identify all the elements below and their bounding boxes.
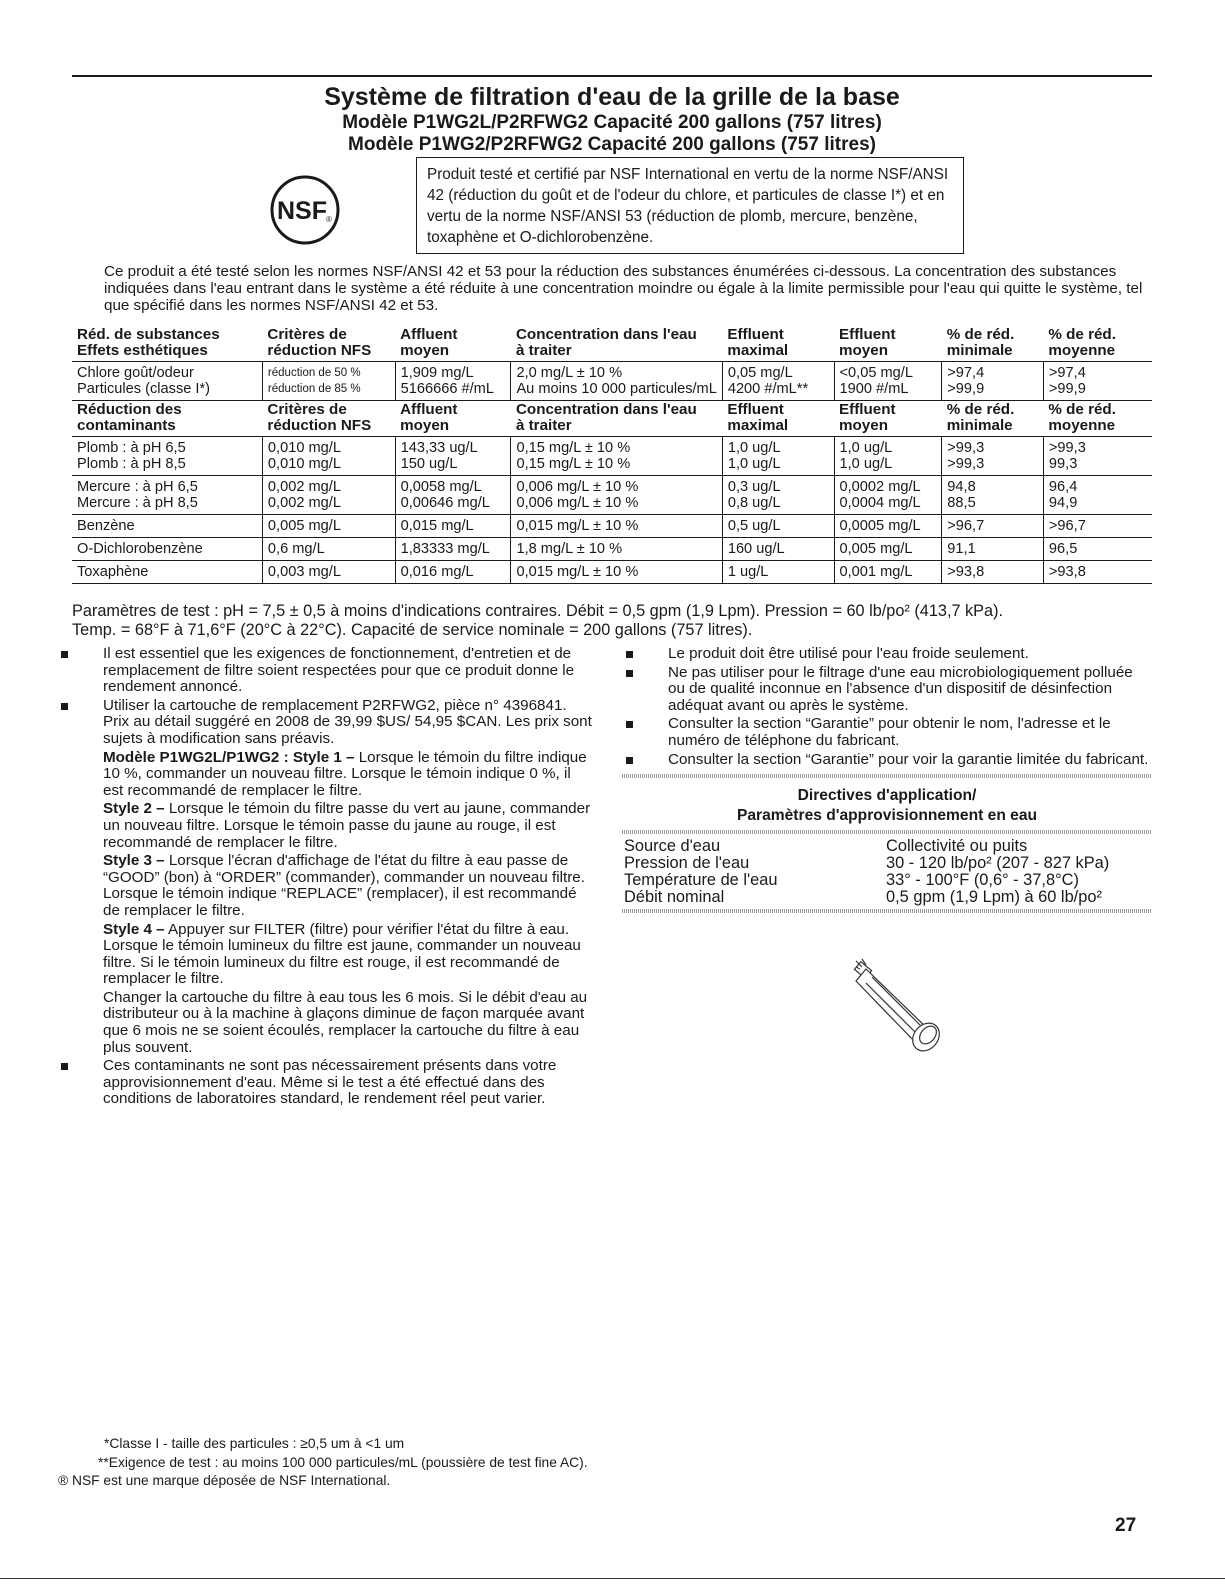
certification-box: Produit testé et certifié par NSF International en vertu de la norme NSF/ANSI 42 (réduction du goût et de l'odeur du chlore, et particules de classe I*) et en vertu de la norme NSF/ANSI 53 (réduction de plomb, mercure, benzène, toxaphène et O-dichlorobenzène. <box>416 157 964 254</box>
table-cell: 0,003 mg/L <box>262 561 395 584</box>
table-cell: >99,3 99,3 <box>1043 437 1152 476</box>
left-column <box>57 646 592 1110</box>
table-cell: 0,001 mg/L <box>834 561 942 584</box>
param-label: Débit nominal <box>624 888 725 907</box>
hatch-divider <box>622 830 1152 834</box>
table-cell: <0,05 mg/L 1900 #/mL <box>834 362 942 401</box>
filter-cartridge-icon <box>842 955 952 1055</box>
table-cell: 2,0 mg/L ± 10 % Au moins 10 000 particules/mL <box>511 362 722 401</box>
header-cell: % de réd. minimale <box>942 401 1044 437</box>
table-cell: 0,005 mg/L <box>262 515 395 538</box>
table-cell: >97,4 >99,9 <box>942 362 1044 401</box>
bullet-icon <box>61 1063 68 1070</box>
table-cell: 1,909 mg/L 5166666 #/mL <box>395 362 511 401</box>
footnote-1: *Classe I - taille des particules : ≥0,5 um à <1 um <box>104 1436 405 1451</box>
param-label: Température de l'eau <box>624 871 778 890</box>
style-3-text: Style 3 – Lorsque l'écran d'affichage de l'état du filtre à eau passe de “GOOD” (bon) à “ORDER” (commander), commander un nouveau filtre. Lorsque le témoin indique “REPLACE” (remplacer), il est recommandé de remplacer le filtre. <box>103 852 585 919</box>
param-value: 0,5 gpm (1,9 Lpm) à 60 lb/po² <box>886 888 1102 907</box>
test-parameters-line-1: Paramètres de test : pH = 7,5 ± 0,5 à moins d'indications contraires. Débit = 0,5 gpm (1,9 Lpm). Pression = 60 lb/po² (413,7 kPa). <box>72 602 1004 620</box>
table-cell: 0,0005 mg/L <box>834 515 942 538</box>
table-cell: 0,016 mg/L <box>395 561 511 584</box>
test-parameters <box>72 602 1152 640</box>
header-cell: Effluent moyen <box>834 326 942 362</box>
footnotes <box>58 1435 858 1491</box>
table-cell: Mercure : à pH 6,5 Mercure : à pH 8,5 <box>72 476 262 515</box>
bullet-icon <box>61 703 68 710</box>
hatch-divider <box>622 909 1152 913</box>
page-number: 27 <box>1115 1515 1137 1536</box>
param-label: Pression de l'eau <box>624 854 750 873</box>
nsf-logo-icon <box>269 174 341 246</box>
header-row-aesthetic <box>72 326 1152 362</box>
param-label: Source d'eau <box>624 837 721 856</box>
list-item: Ne pas utiliser pour le filtrage d'une eau microbiologiquement polluée ou de qualité inconnue en l'absence d'un dispositif de désinfection adéquat avant ou après le système. <box>622 665 1152 715</box>
header-cell: Réduction des contaminants <box>72 401 262 437</box>
hatch-divider <box>622 774 1152 778</box>
directives-title: Directives d'application/ Paramètres d'approvisionnement en eau <box>736 787 1038 825</box>
table-cell: O-Dichlorobenzène <box>72 538 262 561</box>
table-row <box>622 838 1152 855</box>
right-column <box>622 646 1152 913</box>
header-cell: Affluent moyen <box>395 401 511 437</box>
table-row <box>72 538 1152 561</box>
table-cell: 91,1 <box>942 538 1044 561</box>
table-cell: >96,7 <box>1043 515 1152 538</box>
table-cell: 0,015 mg/L <box>395 515 511 538</box>
table-cell: 1,83333 mg/L <box>395 538 511 561</box>
nsf-logo-text: NSF <box>277 197 327 225</box>
header-cell: % de réd. moyenne <box>1043 326 1152 362</box>
table-row <box>72 437 1152 476</box>
table-cell: 94,8 88,5 <box>942 476 1044 515</box>
model-line-1: Modèle P1WG2L/P2RFWG2 Capacité 200 gallons (757 litres) <box>342 112 882 133</box>
table-cell: 0,015 mg/L ± 10 % <box>511 561 722 584</box>
table-cell: 0,002 mg/L 0,002 mg/L <box>262 476 395 515</box>
table-cell: >99,3 >99,3 <box>942 437 1044 476</box>
header-cell: Affluent moyen <box>395 326 511 362</box>
style-1-text: Modèle P1WG2L/P1WG2 : Style 1 – Lorsque le témoin du filtre indique 10 %, commander un nouveau filtre. Lorsque le témoin indique 0 %, il est recommandé de remplacer le filtre. <box>103 748 587 799</box>
bullet-icon <box>626 651 633 658</box>
table-cell: Plomb : à pH 6,5 Plomb : à pH 8,5 <box>72 437 262 476</box>
top-rule <box>72 75 1152 77</box>
list-item: Ces contaminants ne sont pas nécessairement présents dans votre approvisionnement d'eau. Même si le test a été effectué dans des conditions de laboratoires standard, le rendement réel peut varier. <box>57 1058 592 1108</box>
header-cell: % de réd. moyenne <box>1043 401 1152 437</box>
table-cell: 0,006 mg/L ± 10 % 0,006 mg/L ± 10 % <box>511 476 722 515</box>
bullet-icon <box>626 721 633 728</box>
table-row <box>72 362 1152 401</box>
style-4-text: Style 4 – Appuyer sur FILTER (filtre) pour vérifier l'état du filtre à eau. Lorsque le témoin lumineux du filtre est jaune, commander un nouveau filtre. Si le témoin lumineux du filtre est rouge, il est recommandé de remplacer le filtre. <box>103 920 581 988</box>
table-cell: 0,6 mg/L <box>262 538 395 561</box>
table-cell: >96,7 <box>942 515 1044 538</box>
title-block <box>72 82 1152 156</box>
table-cell: >93,8 <box>942 561 1044 584</box>
header-cell: Concentration dans l'eau à traiter <box>511 326 722 362</box>
intro-paragraph: Ce produit a été testé selon les normes NSF/ANSI 42 et 53 pour la réduction des substances énumérées ci-dessous. La concentration des substances indiquées dans l'eau entrant dans le système a été réduite à une concentration moindre ou égale à la limite permissible pour l'eau qui quitte le système, tel que spécifié dans les normes NSF/ANSI 42 et 53. <box>104 263 1143 314</box>
header-cell: Effluent moyen <box>834 401 942 437</box>
footnote-2: **Exigence de test : au moins 100 000 particules/mL (poussière de test fine AC). <box>98 1454 588 1470</box>
table-cell: réduction de 50 % réduction de 85 % <box>262 362 395 401</box>
bottom-rule <box>0 1578 1225 1579</box>
table-row <box>622 872 1152 889</box>
header-cell: Réd. de substances Effets esthétiques <box>72 326 262 362</box>
table-row <box>622 855 1152 872</box>
table-cell: >93,8 <box>1043 561 1152 584</box>
param-value: 30 - 120 lb/po² (207 - 827 kPa) <box>886 854 1110 873</box>
table-cell: Benzène <box>72 515 262 538</box>
footnote-3: ® NSF est une marque déposée de NSF International. <box>58 1473 391 1488</box>
change-filter-text: Changer la cartouche du filtre à eau tous les 6 mois. Si le débit d'eau au distributeur ou à la machine à glaçons diminue de façon marquée avant que 6 mois ne se soient écoulés, remplacer la cartouche du filtre à eau plus souvent. <box>103 988 588 1056</box>
table-row <box>72 515 1152 538</box>
supply-parameters-table <box>622 838 1152 906</box>
table-row <box>72 476 1152 515</box>
test-parameters-line-2: Temp. = 68°F à 71,6°F (20°C à 22°C). Capacité de service nominale = 200 gallons (757 litres). <box>72 621 753 639</box>
table-cell: 0,05 mg/L 4200 #/mL** <box>722 362 834 401</box>
header-cell: Critères de réduction NFS <box>262 326 395 362</box>
bullet-icon <box>61 651 68 658</box>
table-cell: 96,4 94,9 <box>1043 476 1152 515</box>
table-cell: Chlore goût/odeur Particules (classe I*) <box>72 362 262 401</box>
table-cell: 160 ug/L <box>722 538 834 561</box>
table-cell: 0,015 mg/L ± 10 % <box>511 515 722 538</box>
bullet-icon <box>626 757 633 764</box>
header-row-contaminants <box>72 401 1152 437</box>
table-cell: 0,0058 mg/L 0,00646 mg/L <box>395 476 511 515</box>
header-cell: Critères de réduction NFS <box>262 401 395 437</box>
list-item: Consulter la section “Garantie” pour obtenir le nom, l'adresse et le numéro de téléphone du fabricant. <box>622 716 1152 749</box>
header-cell: Concentration dans l'eau à traiter <box>511 401 722 437</box>
model-line-2: Modèle P1WG2/P2RFWG2 Capacité 200 gallons (757 litres) <box>348 134 876 155</box>
table-cell: 96,5 <box>1043 538 1152 561</box>
table-row <box>622 889 1152 906</box>
list-item: Utiliser la cartouche de remplacement P2RFWG2, pièce n° 4396841. Prix au détail suggéré en 2008 de 39,99 $US/ 54,95 $CAN. Les prix sont sujets à modification sans préavis. Modèle P1WG2L/P1WG2 : Style 1 – Lorsque le témoin du filtre indique 10 %, commander un nouveau filtre. Lorsque le témoin indique 0 %, il est recommandé de remplacer le filtre. Style 2 – Lorsque le témoin du filtre passe du vert au jaune, commander un nouveau filtre. Lorsque le témoin passe du jaune au rouge, il est recommandé de remplacer le filtre. Style 3 – Lorsque l'écran d'affichage de l'état du filtre à eau passe de “GOOD” (bon) à “ORDER” (commander), commander un nouveau filtre. Lorsque le témoin indique “REPLACE” (remplacer), il est recommandé de remplacer le filtre. Style 4 – Appuyer sur FILTER (filtre) pour vérifier l'état du filtre à eau. Lorsque le témoin lumineux du filtre est jaune, commander un nouveau filtre. Si le témoin lumineux du filtre est rouge, il est recommandé de remplacer le filtre. Changer la cartouche du filtre à eau tous les 6 mois. Si le débit d'eau au distributeur ou à la machine à glaçons diminue de façon marquée avant que 6 mois ne se soient écoulés, remplacer la cartouche du filtre à eau plus souvent. <box>57 698 592 1056</box>
param-value: Collectivité ou puits <box>886 837 1028 856</box>
list-item: Il est essentiel que les exigences de fonctionnement, d'entretien et de remplacement de filtre soient respectées pour que ce produit donne le rendement annoncé. <box>57 646 592 696</box>
list-item: Consulter la section “Garantie” pour voir la garantie limitée du fabricant. <box>622 752 1152 769</box>
table-cell: 0,3 ug/L 0,8 ug/L <box>722 476 834 515</box>
table-cell: 0,5 ug/L <box>722 515 834 538</box>
header-cell: Effluent maximal <box>722 326 834 362</box>
table-cell: 0,005 mg/L <box>834 538 942 561</box>
header-cell: % de réd. minimale <box>942 326 1044 362</box>
table-cell: 143,33 ug/L 150 ug/L <box>395 437 511 476</box>
contaminant-table <box>72 326 1152 584</box>
table-cell: 0,0002 mg/L 0,0004 mg/L <box>834 476 942 515</box>
table-cell: Toxaphène <box>72 561 262 584</box>
param-value: 33° - 100°F (0,6° - 37,8°C) <box>886 871 1079 890</box>
table-row <box>72 561 1152 584</box>
bullet-icon <box>626 670 633 677</box>
svg-text:®: ® <box>326 215 332 224</box>
page-title: Système de filtration d'eau de la grille de la base <box>324 83 900 111</box>
table-cell: 0,15 mg/L ± 10 % 0,15 mg/L ± 10 % <box>511 437 722 476</box>
table-cell: 1,0 ug/L 1,0 ug/L <box>834 437 942 476</box>
header-cell: Effluent maximal <box>722 401 834 437</box>
table-cell: 1,8 mg/L ± 10 % <box>511 538 722 561</box>
table-cell: 1,0 ug/L 1,0 ug/L <box>722 437 834 476</box>
list-item: Le produit doit être utilisé pour l'eau froide seulement. <box>622 646 1152 663</box>
table-cell: 1 ug/L <box>722 561 834 584</box>
table-cell: 0,010 mg/L 0,010 mg/L <box>262 437 395 476</box>
style-2-text: Style 2 – Lorsque le témoin du filtre passe du vert au jaune, commander un nouveau filtre. Lorsque le témoin passe du jaune au rouge, il est recommandé de remplacer le filtre. <box>103 800 591 851</box>
table-cell: >97,4 >99,9 <box>1043 362 1152 401</box>
